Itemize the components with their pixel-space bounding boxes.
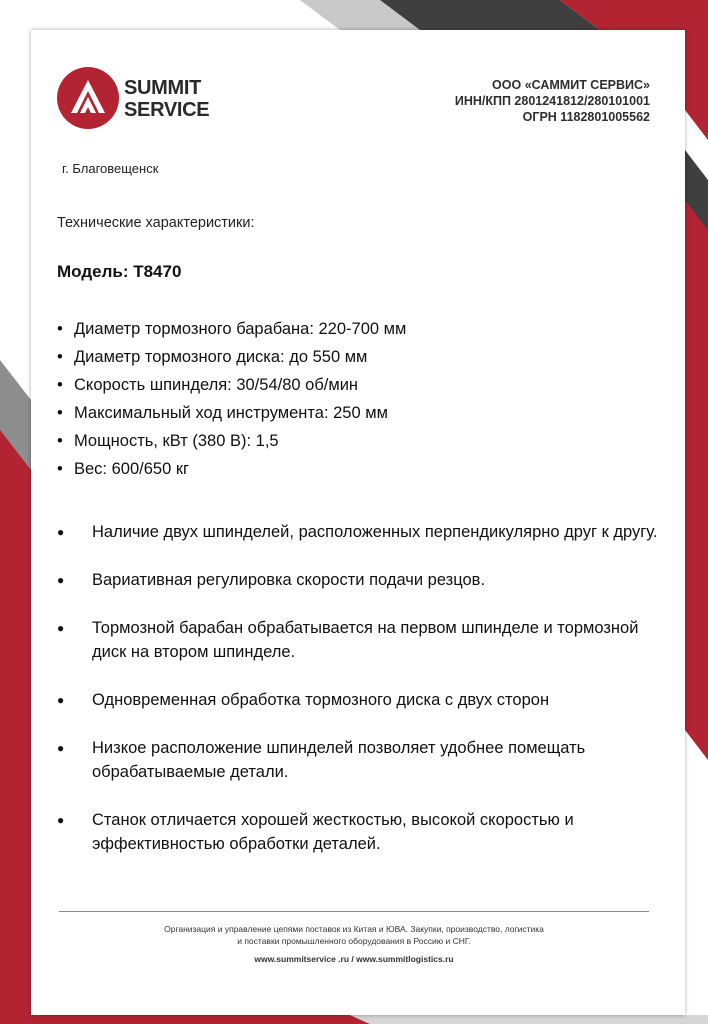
feature-item: ● Вариативная регулировка скорости подачи резцов. — [57, 568, 667, 592]
bullet-icon: ● — [57, 621, 65, 635]
spec-item: • Максимальный ход инструмента: 250 мм — [57, 399, 406, 427]
city-line: г. Благовещенск — [62, 161, 159, 176]
section-heading: Технические характеристики: — [57, 215, 255, 231]
feature-list — [57, 520, 667, 880]
logo-wordmark — [124, 77, 209, 121]
spec-item: • Вес: 600/650 кг — [57, 455, 406, 483]
spec-item: • Скорость шпинделя: 30/54/80 об/мин — [57, 371, 406, 399]
bullet-icon: • — [57, 460, 63, 478]
logo-line-2: SERVICE — [124, 99, 210, 121]
summit-mountain-logo-icon — [57, 67, 119, 129]
logo-line-1: SUMMIT — [124, 77, 202, 99]
company-details — [455, 77, 650, 125]
feature-item: ● Тормозной барабан обрабатывается на первом шпинделе и тормозной диск на втором шпинделе. — [57, 616, 667, 664]
company-logo — [57, 67, 227, 149]
bullet-icon: ● — [57, 741, 65, 755]
spec-item: • Мощность, кВт (380 В): 1,5 — [57, 427, 406, 455]
footer-websites: www.summitservice .ru / www.summitlogistics.ru — [254, 954, 454, 964]
spec-list — [57, 315, 406, 483]
spec-item: • Диаметр тормозного диска: до 550 мм — [57, 343, 406, 371]
feature-item: ● Одновременная обработка тормозного диска с двух сторон — [57, 688, 667, 712]
bullet-icon: ● — [57, 693, 65, 707]
bullet-icon: • — [57, 376, 63, 394]
bullet-icon: ● — [57, 525, 65, 539]
footer-divider — [59, 911, 649, 912]
feature-item: ● Наличие двух шпинделей, расположенных перпендикулярно друг к другу. — [57, 520, 667, 544]
bullet-icon: ● — [57, 573, 65, 587]
bullet-icon: • — [57, 404, 63, 422]
bullet-icon: • — [57, 432, 63, 450]
feature-item: ● Станок отличается хорошей жесткостью, высокой скоростью и эффективностью обработки деталей. — [57, 808, 667, 856]
bullet-icon: • — [57, 320, 63, 338]
feature-item: ● Низкое расположение шпинделей позволяет удобнее помещать обрабатываемые детали. — [57, 736, 667, 784]
bullet-icon: ● — [57, 813, 65, 827]
footer-line-1: Организация и управление цепями поставок из Китая и ЮВА. Закупки, производство, логистика — [164, 924, 544, 934]
company-inn: ИНН/КПП 2801241812/280101001 — [454, 94, 650, 108]
footer-line-2: и поставки промышленного оборудования в Россию и СНГ. — [237, 936, 471, 946]
company-name: ООО «САММИТ СЕРВИС» — [492, 78, 650, 92]
company-ogrn: ОГРН 1182801005562 — [522, 110, 650, 124]
model-title: Модель: T8470 — [57, 262, 182, 281]
footer — [59, 923, 649, 965]
bullet-icon: • — [57, 348, 63, 366]
spec-item: • Диаметр тормозного барабана: 220-700 мм — [57, 315, 406, 343]
